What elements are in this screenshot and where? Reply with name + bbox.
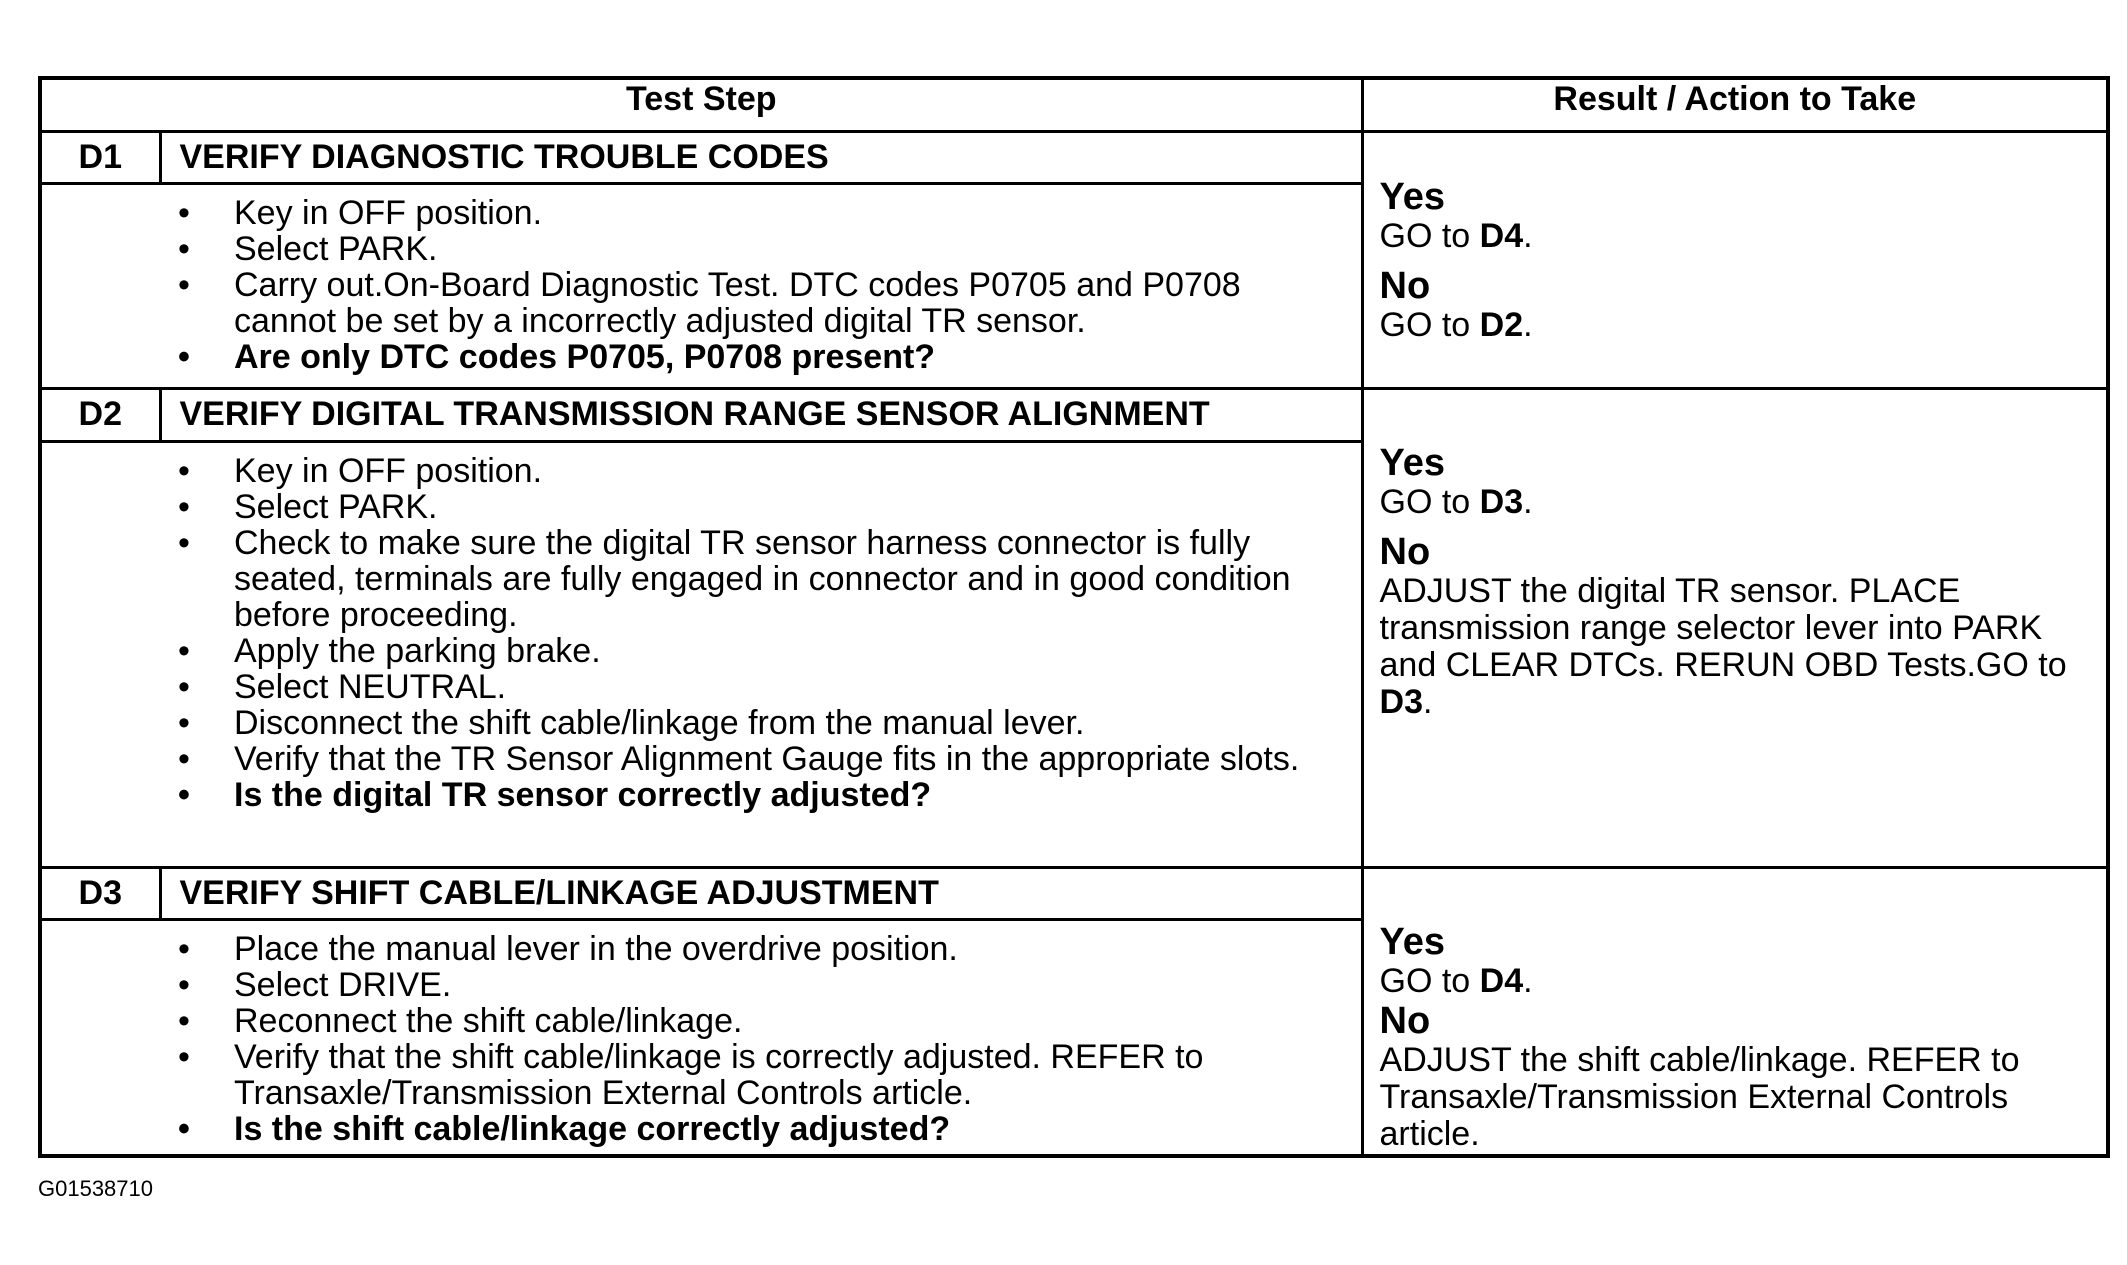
result-cell <box>1362 389 2108 867</box>
list-item: • Carry out.On-Board Diagnostic Test. DTC codes P0705 and P0708 cannot be set by a incorrectly adjusted digital TR sensor. <box>42 267 1351 339</box>
step-bullet-list <box>42 921 1361 1153</box>
list-item: • Select DRIVE. <box>42 967 1351 1003</box>
list-item: • Verify that the TR Sensor Alignment Gauge fits in the appropriate slots. <box>42 741 1351 777</box>
yes-label: Yes <box>1379 920 1446 963</box>
test-step-header: Test Step <box>40 78 1362 132</box>
no-label: No <box>1379 531 1431 574</box>
step-title-row <box>40 867 2108 919</box>
list-item: • Select NEUTRAL. <box>42 669 1351 705</box>
figure-id: G01538710 <box>38 1176 153 1201</box>
list-item: • Select PARK. <box>42 231 1351 267</box>
step-body <box>40 184 1362 389</box>
result-cell <box>1362 132 2108 389</box>
step-question: • Is the digital TR sensor correctly adjusted? <box>42 777 1351 813</box>
list-item: • Verify that the shift cable/linkage is correctly adjusted. REFER to Transaxle/Transmission External Controls article. <box>42 1039 1351 1111</box>
yes-label: Yes <box>1379 442 1446 485</box>
step-title: VERIFY DIGITAL TRANSMISSION RANGE SENSOR ALIGNMENT <box>160 389 1362 441</box>
no-action: ADJUST the digital TR sensor. PLACE transmission range selector lever into PARK and CLEAR DTCs. RERUN OBD Tests.GO to D3. <box>1379 572 2067 722</box>
result-action-header: Result / Action to Take <box>1362 78 2108 132</box>
list-item: • Key in OFF position. <box>42 195 1351 231</box>
step-body <box>40 919 1362 1156</box>
step-title: VERIFY DIAGNOSTIC TROUBLE CODES <box>160 132 1362 184</box>
yes-action: GO to D4. <box>1379 217 1533 256</box>
yes-action: GO to D4. <box>1379 961 1533 1000</box>
step-id: D3 <box>40 867 160 919</box>
no-label: No <box>1379 999 1431 1042</box>
diagnostic-table <box>38 76 2110 1158</box>
list-item: • Reconnect the shift cable/linkage. <box>42 1003 1351 1039</box>
step-body <box>40 441 1362 867</box>
list-item: • Select PARK. <box>42 489 1351 525</box>
step-question: • Are only DTC codes P0705, P0708 present? <box>42 339 1351 375</box>
yes-label: Yes <box>1379 176 1446 219</box>
no-label: No <box>1379 265 1431 308</box>
step-title-row <box>40 389 2108 441</box>
step-title: VERIFY SHIFT CABLE/LINKAGE ADJUSTMENT <box>160 867 1362 919</box>
list-item: • Disconnect the shift cable/linkage from the manual lever. <box>42 705 1351 741</box>
step-bullet-list <box>42 185 1361 381</box>
table-header-row <box>40 78 2108 132</box>
list-item: • Check to make sure the digital TR sensor harness connector is fully seated, terminals are fully engaged in connector and in good condition before proceeding. <box>42 525 1351 633</box>
step-id: D2 <box>40 389 160 441</box>
step-question: • Is the shift cable/linkage correctly adjusted? <box>42 1111 1351 1147</box>
yes-action: GO to D3. <box>1379 483 1533 522</box>
step-bullet-list <box>42 443 1361 819</box>
no-action: GO to D2. <box>1379 306 1533 345</box>
list-item: • Key in OFF position. <box>42 453 1351 489</box>
no-action: ADJUST the shift cable/linkage. REFER to Transaxle/Transmission External Controls article. <box>1379 1040 2020 1153</box>
list-item: • Apply the parking brake. <box>42 633 1351 669</box>
step-title-row <box>40 132 2108 184</box>
list-item: • Place the manual lever in the overdrive position. <box>42 931 1351 967</box>
step-id: D1 <box>40 132 160 184</box>
result-cell <box>1362 867 2108 1156</box>
